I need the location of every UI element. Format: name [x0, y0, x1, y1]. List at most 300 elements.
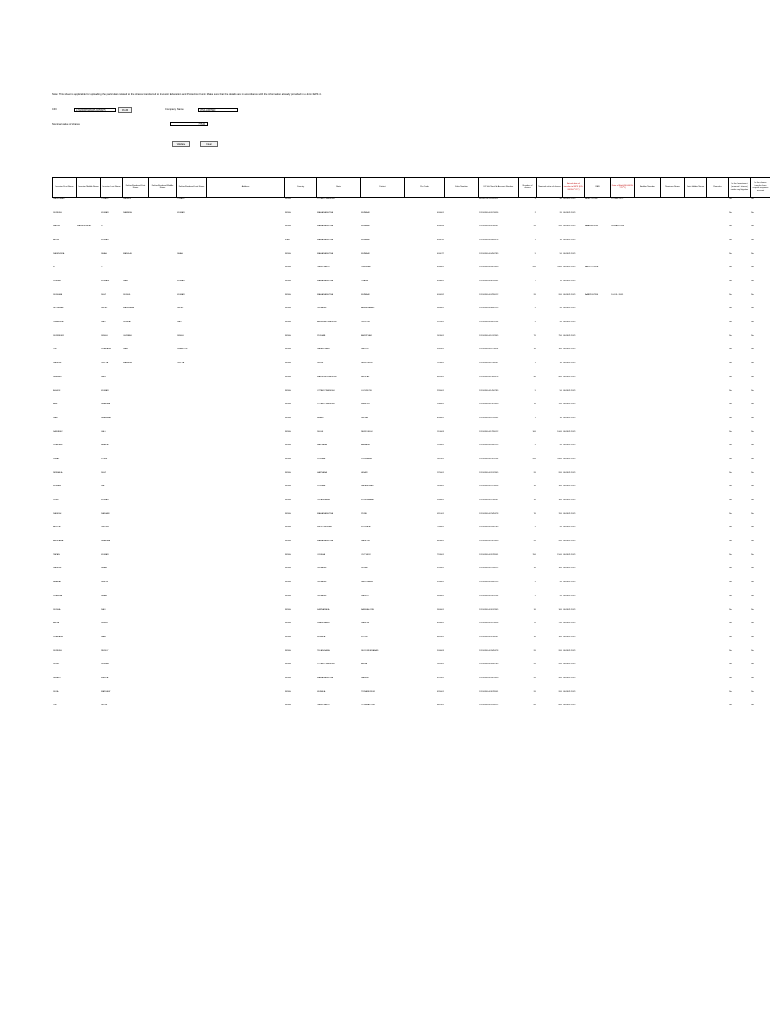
- table-cell[interactable]: 12010900-01345678: [479, 375, 499, 378]
- table-cell[interactable]: SHETH: [101, 581, 109, 584]
- table-cell[interactable]: DELHI: [317, 362, 324, 365]
- table-cell[interactable]: [177, 485, 207, 499]
- table-cell[interactable]: [445, 211, 479, 225]
- table-cell[interactable]: JHARKHAND: [317, 622, 330, 625]
- table-cell[interactable]: [207, 362, 285, 376]
- table-cell[interactable]: 08-SEP-2021: [563, 211, 576, 214]
- table-cell[interactable]: 12010900-01012345: [479, 334, 499, 337]
- table-cell[interactable]: [585, 239, 611, 253]
- table-cell[interactable]: No: [729, 252, 732, 255]
- table-cell[interactable]: MAHARASHTRA: [317, 540, 334, 543]
- table-cell[interactable]: [661, 280, 685, 294]
- table-cell[interactable]: ASHOK: [53, 389, 61, 392]
- table-cell[interactable]: [123, 430, 149, 444]
- table-cell[interactable]: [707, 704, 729, 718]
- table-cell[interactable]: [123, 444, 149, 458]
- table-cell[interactable]: 12010900-01901234: [479, 457, 499, 460]
- table-cell[interactable]: [445, 540, 479, 554]
- table-cell[interactable]: SHEFALI: [53, 375, 62, 378]
- table-cell[interactable]: ANITA: [53, 622, 60, 625]
- table-cell[interactable]: [405, 197, 445, 211]
- table-cell[interactable]: No: [729, 704, 732, 707]
- table-cell[interactable]: No: [751, 238, 754, 241]
- table-cell[interactable]: INDIA: [285, 444, 291, 447]
- table-cell[interactable]: [707, 348, 729, 362]
- table-cell[interactable]: [177, 636, 207, 650]
- table-cell[interactable]: MUMBAI: [361, 238, 370, 241]
- table-cell[interactable]: No: [751, 581, 754, 584]
- table-cell[interactable]: [611, 526, 635, 540]
- table-cell[interactable]: 10: [533, 567, 536, 570]
- table-cell[interactable]: 08-SEP-2021: [563, 225, 576, 228]
- table-cell[interactable]: MADHYA PRADESH: [317, 375, 337, 378]
- table-cell[interactable]: 500: [558, 676, 562, 679]
- table-cell[interactable]: MANSUKHLAL: [77, 225, 92, 228]
- table-cell[interactable]: [207, 690, 285, 704]
- table-cell[interactable]: [77, 444, 101, 458]
- table-cell[interactable]: 100: [558, 348, 562, 351]
- table-cell[interactable]: INDIA: [285, 225, 291, 228]
- table-cell[interactable]: AABPD6789E: [585, 293, 599, 296]
- table-cell[interactable]: [661, 553, 685, 567]
- table-cell[interactable]: No: [729, 375, 732, 378]
- table-cell[interactable]: [585, 649, 611, 663]
- table-cell[interactable]: VIMAL: [53, 457, 60, 460]
- table-cell[interactable]: SUSHIL: [123, 293, 131, 296]
- table-cell[interactable]: 10: [559, 238, 562, 241]
- table-cell[interactable]: 12010900-01234567: [479, 362, 499, 365]
- clear-button[interactable]: Clear: [200, 141, 218, 147]
- table-cell[interactable]: [585, 321, 611, 335]
- table-cell[interactable]: [149, 485, 177, 499]
- table-cell[interactable]: [177, 512, 207, 526]
- table-cell[interactable]: 10: [533, 608, 536, 611]
- table-cell[interactable]: SECUNDERABAD: [361, 649, 379, 652]
- table-cell[interactable]: [635, 225, 661, 239]
- table-cell[interactable]: [635, 239, 661, 253]
- table-cell[interactable]: AAAPH4563K: [585, 225, 599, 228]
- table-cell[interactable]: [77, 334, 101, 348]
- table-cell[interactable]: GUNTUR: [361, 321, 370, 324]
- table-cell[interactable]: [707, 252, 729, 266]
- table-cell[interactable]: CHENNAI: [361, 266, 371, 269]
- table-cell[interactable]: India: [285, 238, 290, 241]
- table-cell[interactable]: 50: [559, 526, 562, 529]
- table-cell[interactable]: No: [751, 512, 754, 515]
- table-cell[interactable]: [207, 649, 285, 663]
- table-cell[interactable]: 40: [533, 375, 536, 378]
- table-cell[interactable]: 641001: [436, 704, 444, 707]
- table-cell[interactable]: [611, 211, 635, 225]
- table-cell[interactable]: 12010900-02567890: [479, 540, 499, 543]
- table-cell[interactable]: JAIN: [101, 375, 106, 378]
- table-cell[interactable]: No: [729, 608, 732, 611]
- table-cell[interactable]: [611, 622, 635, 636]
- table-cell[interactable]: KOLKATA: [361, 526, 371, 529]
- table-cell[interactable]: No: [729, 594, 732, 597]
- table-cell[interactable]: RAJESH: [53, 567, 62, 570]
- table-cell[interactable]: [123, 581, 149, 595]
- table-cell[interactable]: INDIA: [285, 307, 291, 310]
- table-cell[interactable]: [685, 553, 707, 567]
- table-cell[interactable]: 08-SEP-2021: [563, 375, 576, 378]
- table-cell[interactable]: INDIA: [285, 430, 291, 433]
- table-cell[interactable]: [685, 239, 707, 253]
- table-cell[interactable]: TELANGANA: [317, 649, 330, 652]
- table-cell[interactable]: No: [729, 403, 732, 406]
- table-cell[interactable]: [685, 636, 707, 650]
- table-cell[interactable]: 10: [533, 635, 536, 638]
- table-cell[interactable]: 08-SEP-2021: [563, 635, 576, 638]
- table-cell[interactable]: [207, 485, 285, 499]
- table-cell[interactable]: 70: [533, 512, 536, 515]
- table-cell[interactable]: SINGH: [101, 334, 108, 337]
- table-cell[interactable]: [611, 553, 635, 567]
- table-cell[interactable]: [123, 376, 149, 390]
- table-cell[interactable]: [445, 307, 479, 321]
- table-cell[interactable]: 1: [534, 238, 536, 241]
- table-cell[interactable]: SURESH: [53, 211, 62, 214]
- table-cell[interactable]: [123, 403, 149, 417]
- table-cell[interactable]: [685, 266, 707, 280]
- table-cell[interactable]: 08-SEP-2021: [563, 690, 576, 693]
- table-cell[interactable]: 12010900-03789012: [479, 704, 499, 707]
- table-cell[interactable]: [685, 252, 707, 266]
- table-cell[interactable]: [707, 485, 729, 499]
- table-cell[interactable]: RANJAN: [101, 512, 110, 515]
- table-cell[interactable]: [635, 526, 661, 540]
- table-cell[interactable]: [685, 595, 707, 609]
- table-cell[interactable]: [611, 649, 635, 663]
- table-cell[interactable]: ARPITA: [53, 526, 61, 529]
- table-cell[interactable]: SHARMA: [101, 403, 110, 406]
- table-cell[interactable]: [445, 225, 479, 239]
- table-cell[interactable]: [635, 636, 661, 650]
- table-cell[interactable]: BHATIA: [101, 444, 109, 447]
- table-cell[interactable]: 200: [558, 293, 562, 296]
- table-cell[interactable]: [685, 197, 707, 211]
- table-cell[interactable]: [77, 540, 101, 554]
- table-cell[interactable]: [207, 430, 285, 444]
- table-cell[interactable]: [585, 348, 611, 362]
- table-cell[interactable]: [685, 362, 707, 376]
- table-cell[interactable]: [149, 362, 177, 376]
- table-cell[interactable]: [685, 417, 707, 431]
- table-cell[interactable]: [77, 608, 101, 622]
- table-cell[interactable]: [707, 307, 729, 321]
- table-cell[interactable]: 12010900-00567890: [479, 266, 499, 269]
- table-cell[interactable]: No: [751, 594, 754, 597]
- table-cell[interactable]: [445, 348, 479, 362]
- table-cell[interactable]: No: [751, 567, 754, 570]
- table-cell[interactable]: 03-MAR-1968: [611, 225, 625, 228]
- table-cell[interactable]: [123, 485, 149, 499]
- table-cell[interactable]: [445, 239, 479, 253]
- table-cell[interactable]: JAYANT: [53, 676, 61, 679]
- table-cell[interactable]: 200: [558, 690, 562, 693]
- table-cell[interactable]: [445, 321, 479, 335]
- table-cell[interactable]: No: [729, 635, 732, 638]
- table-cell[interactable]: [635, 321, 661, 335]
- table-cell[interactable]: MAHESH: [123, 362, 132, 365]
- table-cell[interactable]: [635, 293, 661, 307]
- table-cell[interactable]: [707, 266, 729, 280]
- table-cell[interactable]: INDIA: [285, 690, 291, 693]
- table-cell[interactable]: [707, 499, 729, 513]
- table-cell[interactable]: [77, 293, 101, 307]
- table-cell[interactable]: AGRA: [361, 663, 367, 666]
- table-cell[interactable]: [445, 471, 479, 485]
- table-cell[interactable]: No: [751, 704, 754, 707]
- table-cell[interactable]: [685, 512, 707, 526]
- table-cell[interactable]: [149, 376, 177, 390]
- table-cell[interactable]: [685, 677, 707, 691]
- table-cell[interactable]: [635, 595, 661, 609]
- table-cell[interactable]: 08-SEP-2021: [563, 334, 576, 337]
- table-cell[interactable]: [207, 540, 285, 554]
- table-cell[interactable]: RAJKOT: [361, 594, 370, 597]
- table-cell[interactable]: DEVI: [101, 293, 106, 296]
- table-cell[interactable]: HARYANA: [317, 444, 327, 447]
- table-cell[interactable]: 10: [559, 362, 562, 365]
- table-cell[interactable]: SINGH: [101, 622, 108, 625]
- table-cell[interactable]: [207, 471, 285, 485]
- table-cell[interactable]: HISAR: [361, 471, 368, 474]
- table-cell[interactable]: 08-SEP-2021: [563, 348, 576, 351]
- table-cell[interactable]: [611, 389, 635, 403]
- table-cell[interactable]: [77, 677, 101, 691]
- table-cell[interactable]: [635, 649, 661, 663]
- table-cell[interactable]: [661, 389, 685, 403]
- table-cell[interactable]: [611, 636, 635, 650]
- table-cell[interactable]: 695001: [436, 690, 444, 693]
- table-cell[interactable]: 08-SEP-2021: [563, 622, 576, 625]
- table-cell[interactable]: ANIL: [53, 403, 58, 406]
- table-cell[interactable]: [207, 225, 285, 239]
- table-cell[interactable]: UTTAR PRADESH: [317, 403, 335, 406]
- table-cell[interactable]: [149, 348, 177, 362]
- table-cell[interactable]: [707, 512, 729, 526]
- table-cell[interactable]: INDIA: [285, 581, 291, 584]
- table-cell[interactable]: [445, 512, 479, 526]
- table-cell[interactable]: INDIA: [285, 389, 291, 392]
- table-cell[interactable]: 12010900-01678901: [479, 416, 499, 419]
- table-cell[interactable]: 522001: [436, 321, 444, 324]
- table-cell[interactable]: [635, 581, 661, 595]
- table-cell[interactable]: [707, 540, 729, 554]
- table-cell[interactable]: RAO: [101, 608, 106, 611]
- table-cell[interactable]: GURBAX: [123, 334, 132, 337]
- table-cell[interactable]: 08-SEP-2021: [563, 499, 576, 502]
- table-cell[interactable]: INDIA: [285, 608, 291, 611]
- table-cell[interactable]: KUMAR: [101, 499, 109, 502]
- table-cell[interactable]: 08-SEP-2021: [563, 266, 576, 269]
- table-cell[interactable]: [445, 663, 479, 677]
- table-cell[interactable]: [611, 444, 635, 458]
- table-cell[interactable]: [207, 677, 285, 691]
- table-cell[interactable]: 5: [534, 444, 536, 447]
- table-cell[interactable]: [707, 622, 729, 636]
- table-cell[interactable]: [123, 417, 149, 431]
- table-cell[interactable]: [611, 376, 635, 390]
- table-cell[interactable]: VENKAT: [123, 321, 132, 324]
- table-cell[interactable]: [661, 690, 685, 704]
- table-cell[interactable]: 08-SEP-2021: [563, 416, 576, 419]
- table-cell[interactable]: [77, 636, 101, 650]
- table-cell[interactable]: [707, 293, 729, 307]
- table-cell[interactable]: MUMBAI: [361, 252, 370, 255]
- table-cell[interactable]: 208001: [436, 403, 444, 406]
- table-cell[interactable]: [635, 622, 661, 636]
- table-cell[interactable]: 12010900-03012345: [479, 608, 499, 611]
- table-cell[interactable]: [77, 403, 101, 417]
- table-cell[interactable]: 834001: [436, 622, 444, 625]
- table-cell[interactable]: [585, 280, 611, 294]
- table-cell[interactable]: [585, 512, 611, 526]
- table-cell[interactable]: SHARMA: [101, 540, 110, 543]
- table-cell[interactable]: [585, 471, 611, 485]
- table-cell[interactable]: LAL: [101, 485, 105, 488]
- table-cell[interactable]: [585, 581, 611, 595]
- table-cell[interactable]: [445, 649, 479, 663]
- table-cell[interactable]: No: [751, 389, 754, 392]
- table-cell[interactable]: [611, 677, 635, 691]
- table-cell[interactable]: [585, 458, 611, 472]
- table-cell[interactable]: [207, 567, 285, 581]
- table-cell[interactable]: No: [751, 444, 754, 447]
- table-cell[interactable]: [123, 677, 149, 691]
- table-cell[interactable]: [635, 458, 661, 472]
- table-cell[interactable]: [123, 225, 149, 239]
- table-cell[interactable]: COIMBATORE: [361, 704, 375, 707]
- table-cell[interactable]: INDIA: [285, 649, 291, 652]
- table-cell[interactable]: 800001: [436, 416, 444, 419]
- table-cell[interactable]: [77, 622, 101, 636]
- table-cell[interactable]: [635, 485, 661, 499]
- table-cell[interactable]: 12010900-02234567: [479, 499, 499, 502]
- table-cell[interactable]: [661, 266, 685, 280]
- table-cell[interactable]: [207, 704, 285, 718]
- table-cell[interactable]: INDIA: [285, 321, 291, 324]
- table-cell[interactable]: [207, 252, 285, 266]
- table-cell[interactable]: OM: [53, 348, 57, 351]
- table-cell[interactable]: [707, 225, 729, 239]
- table-cell[interactable]: 390001: [436, 581, 444, 584]
- table-cell[interactable]: 60: [533, 704, 536, 707]
- table-cell[interactable]: No: [729, 280, 732, 283]
- table-cell[interactable]: [635, 663, 661, 677]
- table-cell[interactable]: LUDHIANA: [361, 457, 372, 460]
- table-cell[interactable]: [149, 197, 177, 211]
- table-cell[interactable]: 400092: [436, 293, 444, 296]
- table-cell[interactable]: No: [729, 225, 732, 228]
- table-cell[interactable]: MATHEW: [101, 690, 111, 693]
- table-cell[interactable]: 50: [559, 444, 562, 447]
- table-cell[interactable]: 08-SEP-2021: [563, 608, 576, 611]
- table-cell[interactable]: 08-SEP-2021: [563, 197, 576, 200]
- table-cell[interactable]: 12010900-01123456: [479, 348, 499, 351]
- table-cell[interactable]: 440001: [436, 540, 444, 543]
- table-cell[interactable]: [661, 512, 685, 526]
- table-cell[interactable]: [207, 608, 285, 622]
- table-cell[interactable]: KANPUR: [361, 403, 370, 406]
- table-cell[interactable]: [445, 376, 479, 390]
- table-cell[interactable]: [585, 485, 611, 499]
- table-cell[interactable]: No: [729, 512, 732, 515]
- table-cell[interactable]: PREMA: [53, 280, 61, 283]
- table-cell[interactable]: [445, 690, 479, 704]
- table-cell[interactable]: 12010900-03456789: [479, 663, 499, 666]
- table-cell[interactable]: [149, 307, 177, 321]
- table-cell[interactable]: [585, 567, 611, 581]
- table-cell[interactable]: RAJEEV: [123, 197, 132, 200]
- table-cell[interactable]: RAJESH: [53, 362, 62, 365]
- table-cell[interactable]: 226001: [436, 389, 444, 392]
- table-cell[interactable]: 700: [558, 403, 562, 406]
- table-cell[interactable]: [585, 704, 611, 718]
- table-cell[interactable]: RAO: [101, 321, 106, 324]
- table-cell[interactable]: [661, 197, 685, 211]
- table-cell[interactable]: 12010900-03345678: [479, 649, 499, 652]
- table-cell[interactable]: [685, 471, 707, 485]
- table-cell[interactable]: [177, 649, 207, 663]
- table-cell[interactable]: [707, 430, 729, 444]
- table-cell[interactable]: NAGPUR: [361, 540, 370, 543]
- table-cell[interactable]: 750: [558, 622, 562, 625]
- table-cell[interactable]: [635, 471, 661, 485]
- table-cell[interactable]: [149, 266, 177, 280]
- table-cell[interactable]: [149, 690, 177, 704]
- table-cell[interactable]: INDIA: [285, 348, 291, 351]
- table-cell[interactable]: MAHARASHTRA: [317, 512, 334, 515]
- table-cell[interactable]: [611, 690, 635, 704]
- table-cell[interactable]: MUMBAI: [361, 225, 370, 228]
- table-cell[interactable]: [445, 293, 479, 307]
- table-cell[interactable]: 70: [533, 403, 536, 406]
- table-cell[interactable]: No: [751, 211, 754, 214]
- table-cell[interactable]: [685, 608, 707, 622]
- table-cell[interactable]: INDIA: [285, 622, 291, 625]
- table-cell[interactable]: 12-JAN-1972: [611, 197, 624, 200]
- table-cell[interactable]: MAHARASHTRA: [317, 238, 334, 241]
- table-cell[interactable]: [123, 389, 149, 403]
- table-cell[interactable]: SHAH: [101, 252, 107, 255]
- table-cell[interactable]: 50: [559, 307, 562, 310]
- table-cell[interactable]: MAHARASHTRA: [317, 280, 334, 283]
- table-cell[interactable]: [207, 266, 285, 280]
- table-cell[interactable]: [661, 211, 685, 225]
- table-cell[interactable]: No: [751, 362, 754, 365]
- table-cell[interactable]: [661, 252, 685, 266]
- table-cell[interactable]: [635, 376, 661, 390]
- table-cell[interactable]: KUMAR: [101, 389, 109, 392]
- table-cell[interactable]: [445, 280, 479, 294]
- table-cell[interactable]: NIRMALA: [53, 471, 63, 474]
- table-cell[interactable]: [149, 225, 177, 239]
- table-cell[interactable]: [635, 307, 661, 321]
- table-cell[interactable]: No: [729, 321, 732, 324]
- table-cell[interactable]: HARYANA: [317, 471, 327, 474]
- table-cell[interactable]: [585, 252, 611, 266]
- table-cell[interactable]: [77, 499, 101, 513]
- table-cell[interactable]: No: [729, 676, 732, 679]
- table-cell[interactable]: [635, 553, 661, 567]
- table-cell[interactable]: [635, 567, 661, 581]
- table-cell[interactable]: [77, 430, 101, 444]
- table-cell[interactable]: DELHI: [317, 430, 324, 433]
- table-cell[interactable]: 50: [559, 389, 562, 392]
- table-cell[interactable]: [611, 417, 635, 431]
